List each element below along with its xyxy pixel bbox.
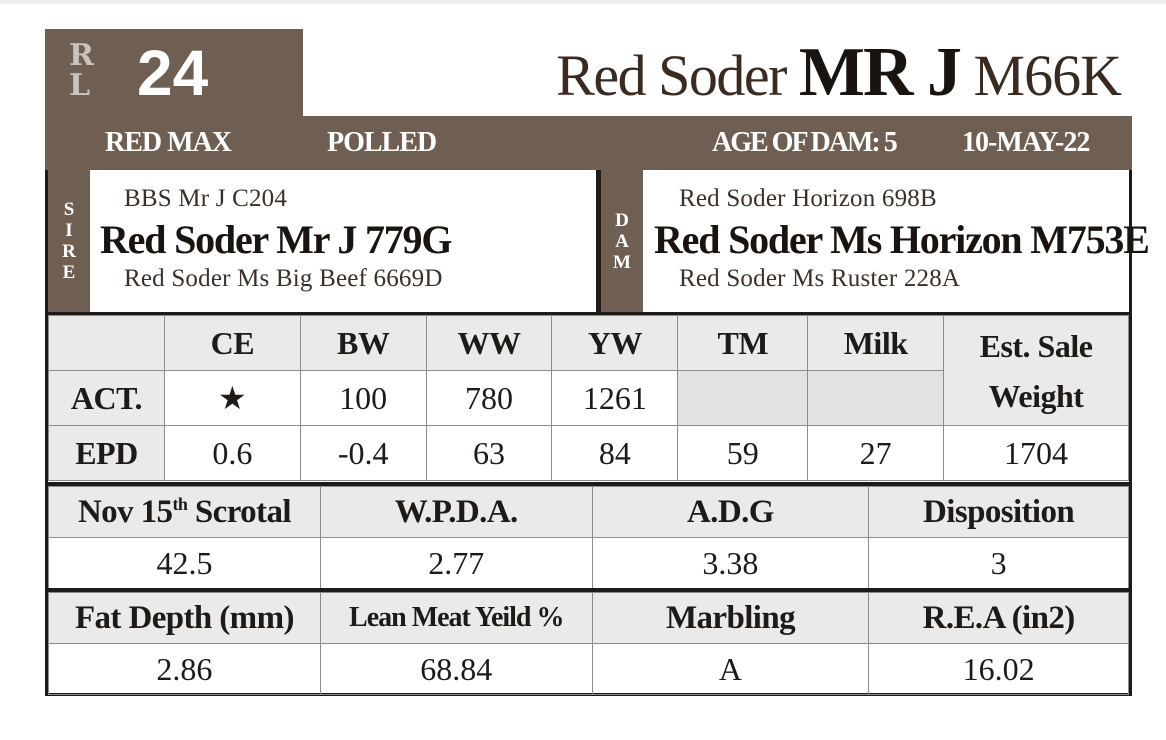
epd-ce: 0.6 xyxy=(164,426,300,481)
traits-1-header-row xyxy=(49,487,1129,538)
col-ce: CE xyxy=(164,316,300,371)
traits-table-2 xyxy=(48,592,1129,695)
birth-date: 10-MAY-22 xyxy=(962,127,1090,158)
data-card xyxy=(45,170,1149,696)
rea-header: R.E.A (in2) xyxy=(869,593,1129,644)
act-ce-star-icon: ★ xyxy=(164,371,300,426)
epd-header-row xyxy=(49,316,1129,371)
lot-number: 24 xyxy=(137,37,209,109)
epd-bw: -0.4 xyxy=(300,426,426,481)
wpda-header: W.P.D.A. xyxy=(320,487,592,538)
fat-depth-value: 2.86 xyxy=(49,644,321,695)
sire-grandsire: BBS Mr J C204 xyxy=(124,185,288,212)
epd-tm: 59 xyxy=(678,426,808,481)
col-tm: TM xyxy=(678,316,808,371)
info-bar xyxy=(45,116,1132,170)
act-milk-empty xyxy=(808,371,944,426)
adg-value: 3.38 xyxy=(592,538,869,589)
rl-logo xyxy=(67,38,107,103)
dam-grandsire: Red Soder Horizon 698B xyxy=(679,185,937,212)
traits-2-value-row xyxy=(49,644,1129,695)
rl-logo-l: L xyxy=(69,68,91,103)
est-sale-weight-value: 1704 xyxy=(944,426,1129,481)
traits-table-1 xyxy=(48,486,1129,589)
lean-meat-yield-value: 68.84 xyxy=(320,644,592,695)
top-rule xyxy=(0,0,1166,4)
lot-badge xyxy=(45,29,303,116)
rea-value: 16.02 xyxy=(869,644,1129,695)
est-sale-weight-header: Est. Sale Weight xyxy=(944,316,1129,426)
animal-name-suffix: M66K xyxy=(960,43,1121,108)
dam-granddam: Red Soder Ms Ruster 228A xyxy=(679,265,961,292)
lean-meat-yield-header: Lean Meat Yeild % xyxy=(320,593,592,644)
scrotal-value: 42.5 xyxy=(49,538,321,589)
age-of-dam: AGE OF DAM: 5 xyxy=(712,127,896,158)
sire-granddam: Red Soder Ms Big Beef 6669D xyxy=(124,265,443,292)
col-yw: YW xyxy=(552,316,678,371)
breed-label: RED MAX xyxy=(105,127,231,158)
epd-table xyxy=(48,315,1129,481)
dam-label: D A M xyxy=(601,170,643,312)
col-bw: BW xyxy=(300,316,426,371)
col-milk: Milk xyxy=(808,316,944,371)
adg-header: A.D.G xyxy=(592,487,869,538)
epd-ww: 63 xyxy=(426,426,552,481)
marbling-header: Marbling xyxy=(592,593,869,644)
fat-depth-header: Fat Depth (mm) xyxy=(49,593,321,644)
rl-logo-r: R xyxy=(69,38,94,73)
sire-name: Red Soder Mr J 779G xyxy=(100,217,452,262)
corner-cell xyxy=(49,316,165,371)
marbling-value: A xyxy=(592,644,869,695)
traits-2-header-row xyxy=(49,593,1129,644)
act-ww: 780 xyxy=(426,371,552,426)
scrotal-header: Nov 15th Scrotal xyxy=(49,487,321,538)
sire-label: S I R E xyxy=(48,170,90,312)
animal-name-emphasis: MR J xyxy=(798,34,961,111)
polled-label: POLLED xyxy=(327,127,437,158)
disposition-value: 3 xyxy=(869,538,1129,589)
pedigree xyxy=(48,170,1149,315)
epd-milk: 27 xyxy=(808,426,944,481)
wpda-value: 2.77 xyxy=(320,538,592,589)
col-ww: WW xyxy=(426,316,552,371)
traits-1-value-row xyxy=(49,538,1129,589)
dam-name: Red Soder Ms Horizon M753E xyxy=(654,217,1149,262)
disposition-header: Disposition xyxy=(869,487,1129,538)
act-bw: 100 xyxy=(300,371,426,426)
animal-name-prefix: Red Soder xyxy=(556,43,799,108)
epd-yw: 84 xyxy=(552,426,678,481)
act-yw: 1261 xyxy=(552,371,678,426)
act-label: ACT. xyxy=(49,371,165,426)
epd-label: EPD xyxy=(49,426,165,481)
act-tm-empty xyxy=(678,371,808,426)
epd-row xyxy=(49,426,1129,481)
